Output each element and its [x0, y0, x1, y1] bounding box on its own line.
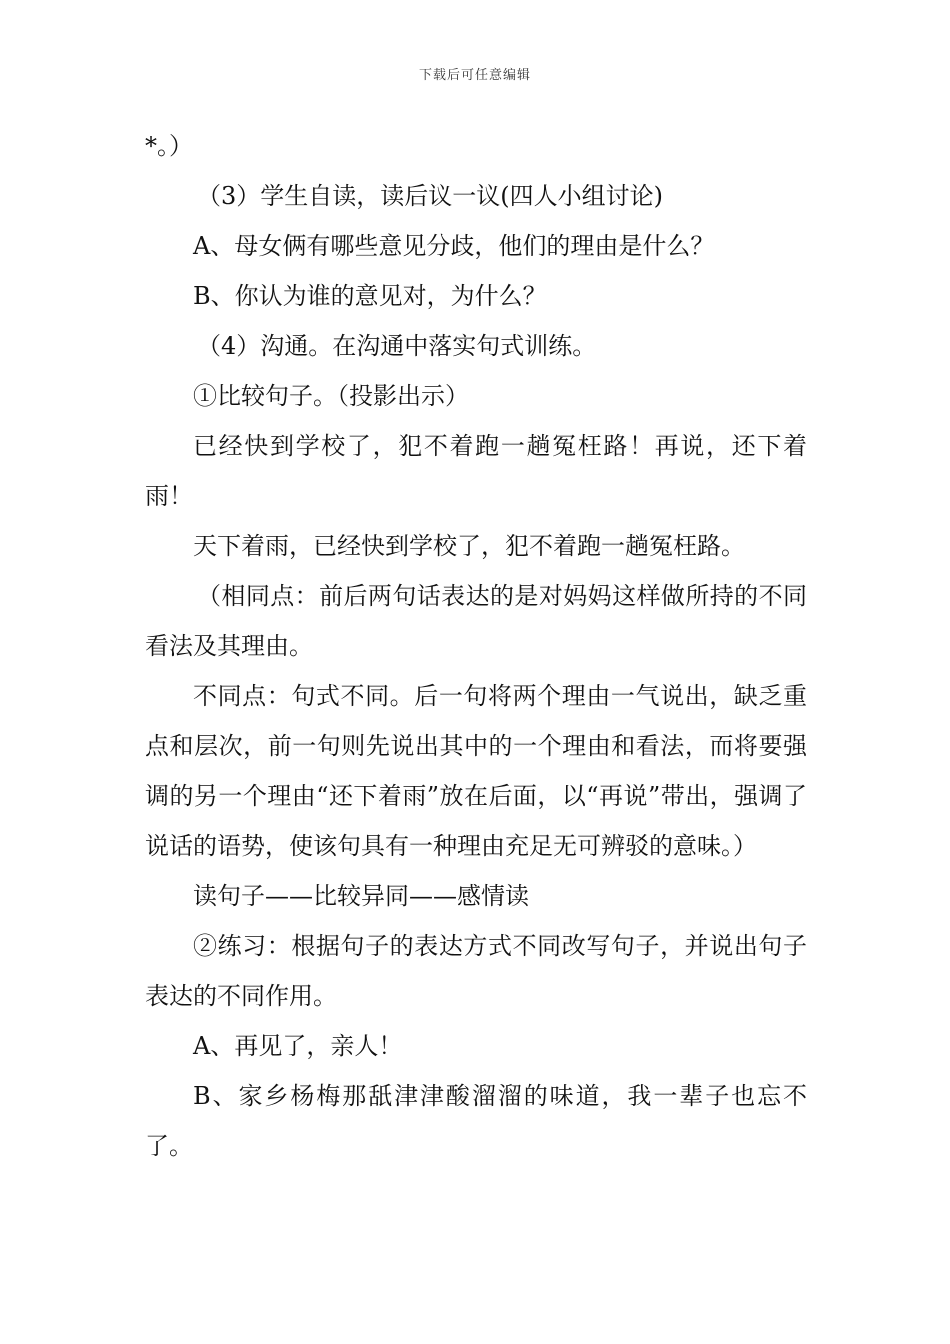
- paragraph-sentence-1: 已经快到学校了，犯不着跑一趟冤枉路！再说，还下着雨！: [145, 432, 807, 510]
- paragraph-difference: 不同点：句式不同。后一句将两个理由一气说出，缺乏重点和层次，前一句则先说出其中的一个理由和看法，而将要强调的另一个理由“还下着雨”放在后面，以“再说”带出，强调了说话的语势，使该句具有一种理由充足无可辨驳的意味。）: [145, 682, 807, 860]
- paragraph-sentence-2: 天下着雨，已经快到学校了，犯不着跑一趟冤枉路。: [193, 532, 745, 560]
- paragraph-step-3: （3）学生自读，读后议一议(四人小组讨论): [197, 182, 663, 210]
- paragraph-question-a: A、母女俩有哪些意见分歧，他们的理由是什么？: [193, 232, 715, 260]
- page-header: 下载后可任意编辑: [418, 68, 531, 83]
- document-body: [145, 121, 807, 1171]
- paragraph-exercise-b: B、家乡杨梅那舐津津酸溜溜的味道，我一辈子也忘不了。: [145, 1082, 807, 1160]
- paragraph-exercise-a: A、再见了，亲人！: [193, 1032, 403, 1060]
- paragraph-similarity: （相同点：前后两句话表达的是对妈妈这样做所持的不同看法及其理由。: [145, 582, 807, 660]
- paragraph-continuation: *。）: [145, 132, 193, 160]
- paragraph-exercise: ②练习：根据句子的表达方式不同改写句子，并说出句子表达的不同作用。: [145, 932, 807, 1010]
- paragraph-compare-sentences: ①比较句子。（投影出示）: [193, 382, 469, 410]
- paragraph-question-b: B、你认为谁的意见对，为什么？: [193, 282, 547, 310]
- paragraph-read-steps: 读句子——比较异同——感情读: [193, 882, 529, 910]
- paragraph-step-4: （4）沟通。在沟通中落实句式训练。: [197, 332, 597, 360]
